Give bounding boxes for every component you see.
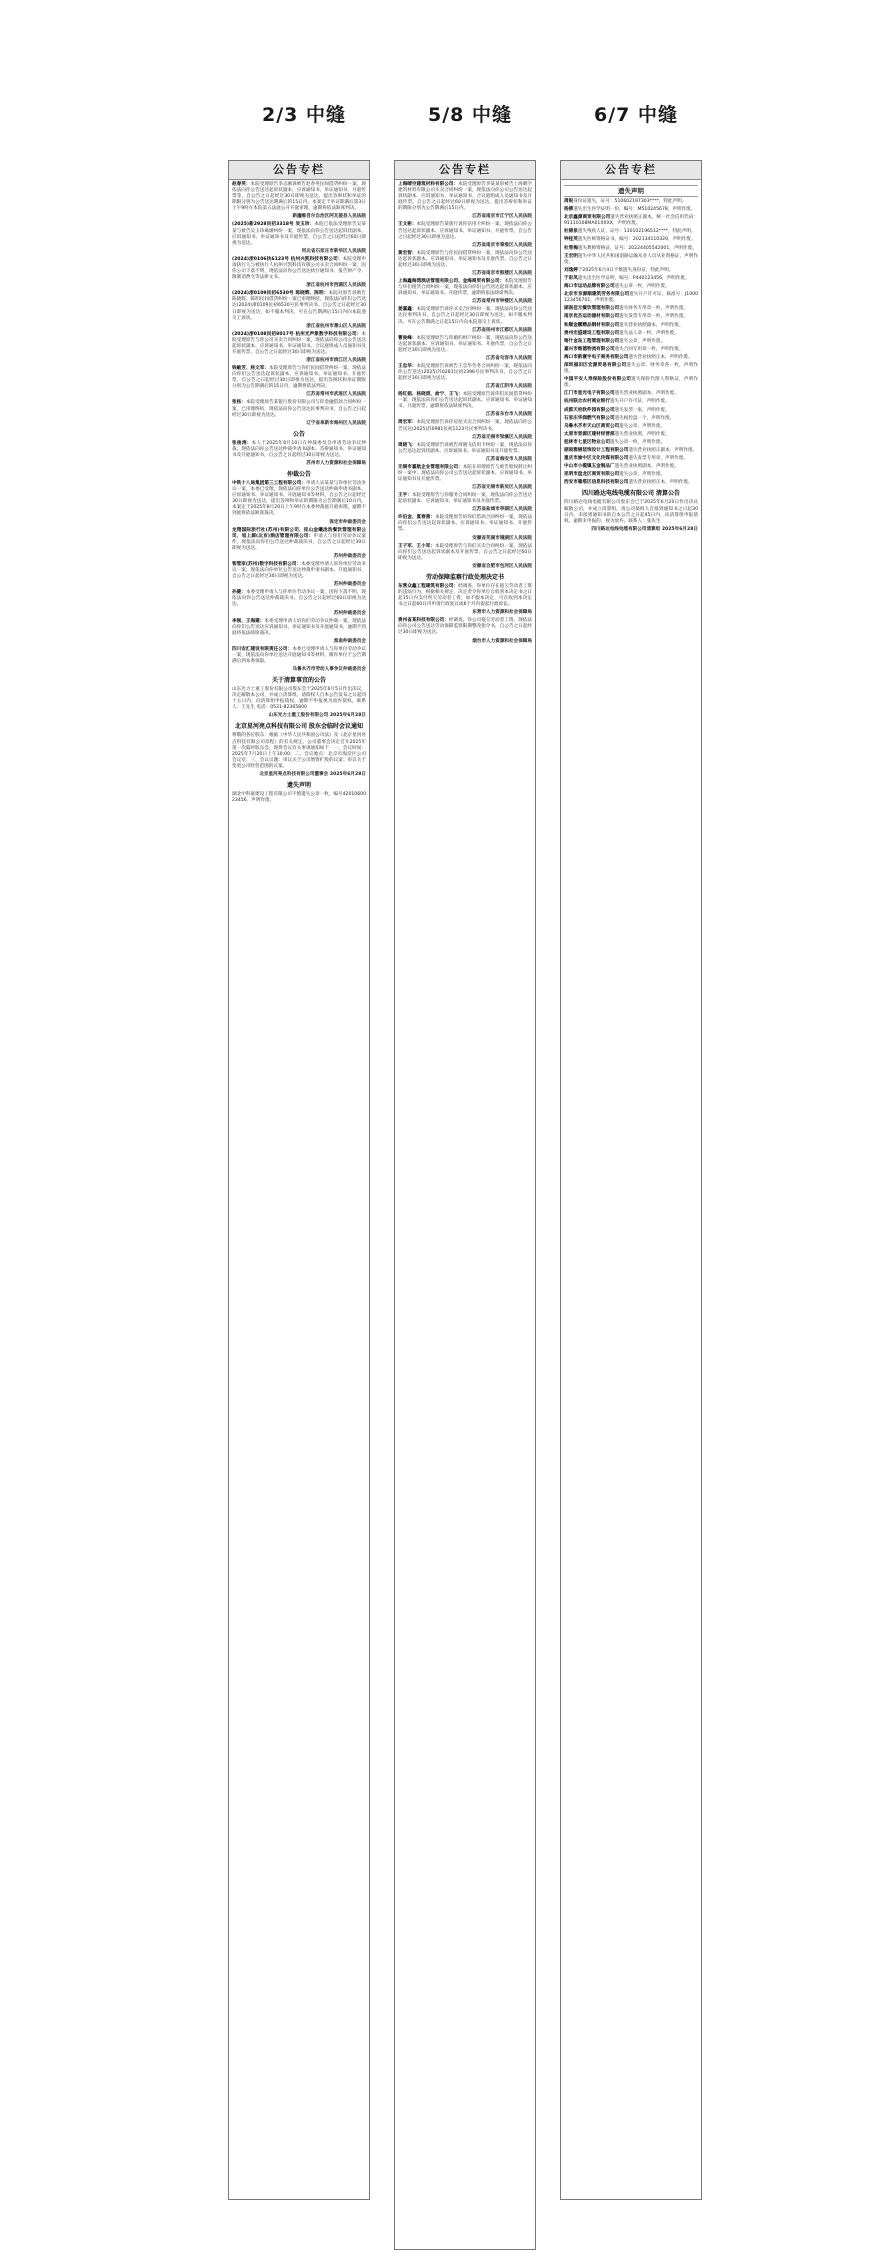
notice-addressee: 四川安汇建设有限责任公司： [232, 646, 293, 652]
section-heading: 关于清算事宜的公告 [271, 677, 326, 685]
notice-signature: 辽宁省阜新市海州区人民法院 [306, 420, 366, 426]
notice-entry [564, 199, 698, 205]
notice-entry [564, 464, 698, 470]
notice-entry [564, 237, 698, 243]
notice-signature: 江苏省海安市人民法院 [486, 456, 532, 462]
notice-signature: 浙江省杭州市萧山区人民法院 [306, 323, 366, 329]
notice-entry [564, 416, 698, 422]
notice-body: 本委受理申请人诉你单位劳动争议一案，现依法向你单位公告送达仲裁申请书副本、开庭通知书，自公告之日起经过30日即视为送达。 [232, 561, 366, 580]
notice-entry [564, 377, 698, 389]
notice-addressee: 深圳福田区宏源贸易有限公司 [564, 362, 627, 368]
notice-addressee: (2025)新2928民初3318号 吴玉珍： [232, 222, 315, 228]
notice-body: 遗失营业执照正本，声明作废。 [628, 480, 693, 486]
notice-addressee: 周宏军： [398, 420, 417, 426]
notice-addressee: 杨红娟、杨晓清、俞宁、王飞： [398, 392, 463, 398]
notice-body: 本委已受理申请人与你单位劳动争议一案，现依法向你单位送达开庭通知书等材料，限你单位于公告期满后到本委领取。 [232, 646, 366, 664]
notice-addressee: 上海鑫海湾酒店管理有限公司、金海商贸有限公司： [398, 279, 505, 285]
notice-body: 遗失公章，声明作废。 [619, 472, 666, 478]
notice-body: 四川路达电线电缆有限公司股东会已于2025年6月20日作出决议解散公司，并成立清算组。请公司债权人自接到通知书之日起30日内，未接到通知书的自本公告之日起45日内，向清算组申报债权。逾期未申报的，视为放弃。联系人：张先生 [564, 500, 698, 524]
notice-signature: 保定市仲裁委员会 [329, 519, 366, 525]
notice-entry [232, 332, 366, 356]
notice-entry [564, 306, 698, 312]
notice-entry [398, 443, 532, 455]
notice-entry [564, 331, 698, 337]
notice-entry [232, 182, 366, 212]
notice-addressee: 嘉兴市维德物流有限公司 [564, 346, 615, 352]
notice-addressee: 王子军、王小军： [398, 543, 435, 549]
notice-signature: 烟台市人力资源和社会保障局 [472, 638, 532, 644]
notice-body: 遗失营业执照副本，声明作废。 [619, 322, 684, 328]
section-heading: 仲裁公告 [286, 471, 311, 478]
notice-body: 本院对原告诉被告陈晓辉、陈明民间借贷纠纷一案已审理终结，现依法向你们公告送达(2024)浙0109民初6530号民事判决书。自公告之日起经过30日即视为送达，如不服本判决，可在公告期满后15日内向本院递交上诉状。 [232, 291, 366, 321]
notice-entry [232, 687, 366, 711]
notice-entry [564, 448, 698, 454]
notice-body: 于2025年6月4日不慎遗失身份证，特此声明。 [577, 267, 674, 273]
column-header: 公告专栏 [395, 161, 535, 180]
notice-signature: 江苏省东台市人民法院 [486, 412, 532, 418]
notice-signature: 新疆维吾尔自治区阿瓦提县人民法院 [292, 214, 366, 220]
notice-addressee: 周晓飞： [398, 442, 417, 448]
notice-entry [564, 268, 698, 274]
notice-body: 本院受理原告某银行股份有限公司与你金融借款合同纠纷一案，已审理终结，现依法向你公告送达民事判决书，自公告之日起经过30日即视为送达。 [232, 400, 366, 418]
notice-addressee: 重庆市渝中区文化传媒有限公司 [564, 456, 629, 462]
notice-entry [232, 481, 366, 518]
column-header: 公告专栏 [561, 161, 701, 180]
notice-body: 本院受理原告某银行诉你信用卡纠纷一案，现依法向你公告送达起诉状副本、应诉通知书、举证通知书、开庭传票，自公告之日起经过30日即视为送达。 [398, 222, 532, 240]
notice-addressee: 智管家(苏州)数字科技有限公司： [232, 561, 302, 567]
notice-addressee: 姜嘉鑫： [398, 307, 417, 313]
notice-addressee: 喀什金岛工程管理有限公司 [564, 338, 620, 344]
notice-entry [564, 399, 698, 405]
notice-body: 山东光力士重工股份有限公司股东会于2025年6月5日作出决议，决定解散本公司，并成立清算组。请债权人自本公告发布之日起四十五日内，向清算组申报债权，逾期不申报视为放弃债权。联系人：王先生 电话：0531-82365800 [232, 687, 366, 711]
notice-signature: 江苏省无锡市梁溪区人民法院 [472, 434, 532, 440]
notice-body: 本院受理原告诉被告周晓飞信用卡纠纷一案，现依法向你公告送达起诉状副本、应诉通知书、举证通知书及开庭传票。 [398, 442, 532, 454]
notice-addressee: 石家庄华润燃气有限公司 [564, 415, 615, 421]
notice-signature: 安徽省合肥市包河区人民法院 [472, 563, 532, 569]
notice-body: 遗失发票专用章，声明作废。 [628, 456, 689, 462]
notice-entry [564, 323, 698, 329]
notice-entry [564, 284, 698, 290]
column-body [561, 180, 701, 533]
notice-entry [398, 584, 532, 608]
notice-addressee: 黄宏智： [398, 250, 417, 256]
notice-addressee: 北京市京源顺建筑劳务有限公司 [564, 292, 630, 298]
notice-entry [564, 424, 698, 430]
notice-entry [564, 500, 698, 524]
notice-body: 遗失营业执照正本，声明作废。 [628, 354, 693, 360]
notice-signature: 江苏省南京市秦淮区人民法院 [472, 242, 532, 248]
notice-addressee: 江门市星光电子有限公司 [564, 391, 615, 397]
notice-body: 遗失公章，声明作废。 [619, 338, 666, 344]
notice-body: 本院受理原告诉你们借款合同纠纷一案，现依法向你们公告送达起诉状副本、应诉通知书、举证通知书、开庭传票。 [398, 515, 532, 533]
notice-signature: 淮南仲裁委员会 [333, 638, 366, 644]
section-heading: 遗失声明 [286, 782, 311, 789]
column-body [395, 180, 535, 645]
notice-addressee: 桂林市七星区物业公司 [564, 439, 610, 445]
notice-body: 遗失营业执照副本，声明作废。 [614, 391, 679, 397]
notice-body: 本院受理申请执行人与被执行人杭州兴凯科技有限公司买卖合同纠纷一案，因你公司下落不明，现依法向你公告送达执行通知书、报告财产令、限制消费令等法律文书。 [232, 256, 366, 281]
notice-body: 遗失开户许可证，核准号：J1000123456701，声明作废。 [564, 292, 698, 304]
notice-body: 本院受理原告诉你房屋买卖合同纠纷一案，现依法向你公告送达(2025)苏0981民初1123号民事判决书。 [398, 420, 532, 432]
notice-entry [398, 251, 532, 269]
notice-entry [564, 363, 698, 375]
notice-signature: 乌鲁木齐市劳动人事争议仲裁委员会 [292, 667, 366, 673]
notice-body: 遗失营业执照正副本，统一社会信用代码：91110108MA01XXXX，声明作废。 [564, 215, 698, 227]
notice-addressee: 杨柳 [564, 207, 574, 213]
notice-addressee: 湖南佳元餐饮管理有限公司 [564, 306, 620, 312]
notice-body: 遗失中华人民共和国道路运输从业人员从业资格证，声明作废。 [564, 253, 698, 265]
notice-addressee: 中铁十八局集团第三工程有限公司： [232, 481, 306, 486]
notice-signature: 苏州仲裁委员会 [333, 610, 366, 616]
notice-body: 遗失公章一枚，声明作废。 [614, 284, 670, 290]
notice-signature: 江苏省无锡市新吴区人民法院 [472, 485, 532, 491]
notice-entry [398, 336, 532, 354]
notice-entry [398, 515, 532, 533]
notice-entry [398, 364, 532, 382]
notice-addressee: 上海晴空建筑材料有限公司： [398, 182, 459, 187]
notice-body: 遗失营业执照副本，声明作废。 [614, 464, 679, 470]
notice-addressee: 刘逸婷 [564, 267, 578, 273]
notice-body: 遗失营业执照，声明作废。 [614, 431, 670, 437]
notice-entry [398, 222, 532, 240]
notice-addressee: 北京鑫源商贸有限公司 [564, 215, 611, 221]
notice-entry [232, 792, 366, 804]
notice-entry [564, 408, 698, 414]
notice-entry [232, 590, 366, 608]
notice-signature: 苏州市人力资源和社会保障局 [306, 461, 366, 466]
notice-addressee: 杜锦泉 [564, 229, 578, 235]
notice-body: 身份证遗失，证号：510602197303****，特此声明。 [573, 199, 687, 204]
notice-entry [564, 314, 698, 320]
gutter-title-2-3: 2/3 中缝 [262, 104, 346, 126]
notice-entry [564, 391, 698, 397]
notice-entry [232, 400, 366, 418]
notice-entry [232, 647, 366, 665]
notice-column-middle [394, 160, 536, 2250]
notice-entry [398, 465, 532, 483]
notice-signature: 江苏省常州市钟楼区人民法院 [472, 299, 532, 305]
notice-signature: 江苏省江阴市人民法院 [486, 384, 532, 390]
notice-body: 本委受理申请人与你单位劳动争议一案，因你下落不明，现依法向你公告送达仲裁裁决书。自公告之日起经过60日即视为送达。 [232, 590, 366, 608]
notice-addressee: 太原市晋源区建材经营部 [564, 431, 615, 437]
notice-signature: 江苏省常州市武进区人民法院 [306, 392, 366, 398]
notice-body: 遗失保险代理人资格证，声明作废。 [564, 377, 698, 389]
notice-body: 经调查，你单位存在拖欠劳动者工资的违法行为，根据相关规定，决定责令你单位自收到本决定书之日起15日内支付所欠劳动者工资。如不服本决定，可在收到本决定书之日起60日内申请行政复议或6个月内提起行政诉讼。 [398, 583, 532, 608]
notice-body: 本人于2025年6月10日在仲裁委员会申请劳动争议仲裁，现依法向你公告送达仲裁申请书副本、答辩通知书、举证通知书及开庭通知书，自公告之日起经过30日即视为送达。 [232, 440, 366, 458]
notice-addressee: 张俊涛： [232, 440, 252, 446]
notice-entry [398, 182, 532, 212]
notice-addressee: 王文彬： [398, 222, 417, 228]
notice-signature: 江苏省南京市江宁区人民法院 [472, 214, 532, 220]
notice-addressee: 张杨： [232, 400, 246, 406]
notice-addressee: 许伯金、夏春燕： [398, 515, 435, 521]
notice-body: 本院已依法受理原告吴某某与被告吴玉珍离婚纠纷一案，现依法向你公告送达起诉状副本、应诉通知书、举证通知书及开庭传票，自公告之日起经过60日即视为送达。 [232, 222, 366, 246]
notice-entry [232, 528, 366, 552]
notice-addressee: 王忠华： [398, 363, 417, 369]
notice-entry [564, 276, 698, 282]
section-heading: 北京星河亮点科技有限公司 股东会临时会议通知 [234, 723, 364, 731]
notice-entry [232, 441, 366, 459]
notice-addressee: 中国平安人寿保险股份有限公司 [564, 377, 632, 383]
notice-body: 遗失发票一张，声明作废。 [614, 407, 670, 413]
column-body [229, 180, 369, 804]
notice-signature: 山东光力士重工股份有限公司 2025年6月28日 [268, 713, 366, 719]
notice-addressee: 杭州联合农村商业银行 [564, 399, 610, 405]
notice-body: 遗失残疾人证，证号：130102196512****，特此声明。 [577, 229, 696, 235]
notice-addressee: 南京优杰运动器材有限公司 [564, 314, 620, 320]
notice-entry [564, 440, 698, 446]
notice-addressee: 王宇： [398, 493, 412, 499]
notice-body: 本院在审理原告与被告股权转让纠纷一案中，现依法向你公司公告送达起诉状副本、应诉通知书、举证通知书及开庭传票。 [398, 464, 532, 482]
notice-addressee: 曹俊峰： [398, 335, 417, 341]
notice-entry [564, 254, 698, 266]
notice-entry [398, 493, 532, 505]
notice-addressee: 于彩凤 [564, 275, 578, 281]
notice-body: 尊敬的各位股东：根据《中华人民共和国公司法》及《北京星河亮点科技有限公司章程》的有关规定，公司董事会决定召开2025年第一次临时股东会，现将会议有关事项通知如下：一、会议时间：2025年7月20日上午10:00；二、会议地点：北京市海淀区公司会议室；三、会议议题：审议关于公司增资扩股的议案；审议关于变更公司经营范围的议案。 [232, 733, 366, 769]
notice-addressee: 海口市新寰宇电子商务有限公司 [564, 354, 629, 360]
notice-addressee: 钱敏芳、杨文军： [232, 366, 269, 372]
notice-body: 经调查，你公司拖欠劳动者工资，现依法向你公司公告送达劳动保障监察限期整改指令书，自公告之日起经过30日即视为送达。 [398, 618, 532, 636]
notice-entry [564, 432, 698, 438]
notice-addressee: 孙健： [232, 590, 246, 596]
notice-body: 申请人宋某某与你单位劳动争议一案，本委已受理，现依法向你单位公告送达仲裁申请书副本、应诉通知书、举证通知书、开庭通知书等材料，自公告之日起经过30日即视为送达，提出答辩和举证的期限为公告期满后10日内。本案定于2025年8月20日上午9时在本委仲裁庭开庭审理，逾期不到庭将依法缺席裁决。 [232, 481, 366, 517]
notice-addressee: 杜雪梅 [564, 245, 578, 251]
subsection-heading: 遗失声明 [564, 185, 698, 197]
notice-signature: 浙江省杭州市滨江区人民法院 [306, 358, 366, 364]
notice-addressee: (2024)浙0106执6123号 杭州兴凯科技有限公司： [232, 256, 343, 262]
notice-body: 遗失公章，声明作废。 [619, 423, 666, 429]
notice-body: 遗失出生医学证明，编号：P440123456，声明作废。 [577, 275, 690, 281]
notice-entry [232, 366, 366, 390]
notice-entry [232, 257, 366, 281]
notice-addressee: 贵州宏盛建设工程有限公司 [564, 330, 620, 336]
notice-entry [398, 392, 532, 410]
notice-body: 本院受理原告与你们买卖合同纠纷一案，现依法向你们公告送达起诉状副本及开庭传票，自公告之日起经过60日即视为送达。 [398, 543, 532, 561]
notice-body: 本院受理原告诉你买卖合同纠纷一案，现依法向你公告送达民事判决书，自公告之日起经过30日即视为送达，如不服本判决，可在公告期满之日起15日内向本院递交上诉状。 [398, 307, 532, 325]
notice-addressee: 西安市雁塔区信息科技有限公司 [564, 480, 629, 486]
notice-entry [564, 355, 698, 361]
notice-entry [564, 292, 698, 304]
notice-entry [398, 618, 532, 636]
notice-body: 本院受理原告与你服务合同纠纷一案，现依法向你公告送达起诉状副本、应诉通知书、举证通知书及开庭传票。 [398, 493, 532, 505]
section-heading: 劳动保障监察行政处理决定书 [425, 573, 504, 581]
notice-entry [564, 347, 698, 353]
notice-body: 本院受理原告与你们租赁合同纠纷一案，现依法向你们公告送达起诉状副本、应诉通知书、举证通知书、开庭传票，逾期将依法缺席判决。 [398, 279, 532, 297]
notice-addressee: 昆明市盘龙区商贸有限公司 [564, 472, 620, 478]
notice-column-left [228, 160, 370, 2200]
notice-entry [398, 544, 532, 562]
notice-body: 遗失出生医学证明一份，编号：M510245678，声明作废。 [573, 207, 696, 213]
notice-addressee: 钟桂英 [564, 237, 578, 243]
notice-body: 遗失教师资格证，证号：20224405542001，声明作废。 [577, 245, 697, 251]
notice-entry [564, 215, 698, 227]
section-heading: 四川路达电线电缆有限公司 清算公告 [581, 490, 681, 498]
notice-body: 本院受理原告诉被告王忠华劳务合同纠纷一案，现依法向你公告送达(2025)苏0281民初2396号民事判决书，自公告之日起经过30日即视为送达。 [398, 363, 532, 382]
notice-addressee: 赵春英： [232, 182, 251, 187]
notice-column-right [560, 160, 702, 2200]
notice-addressee: 龙翔国际旅行社(苏州)有限公司、昆山金曦泷浩餐饮管理有限公司、旭上源(北京)酒店管理有限公司： [232, 527, 366, 539]
notice-entry [398, 279, 532, 297]
notice-signature: 浙江省杭州市西湖区人民法院 [306, 283, 366, 289]
notice-body: 本院受理原告李某某诉被告上海晴空建筑材料有限公司买卖合同纠纷一案，现依法向你公司公告送达起诉状副本、应诉通知书、举证通知书、合议庭组成人员通知书及开庭传票。自公告之日起经过60日即视为送达。提出答辩状和举证的期限分别为公告期满后15日内。 [398, 182, 532, 212]
notice-addressee: 贵州省某科技有限公司： [398, 618, 449, 624]
notice-signature: 江苏省扬州市江都区人民法院 [472, 327, 532, 333]
gutter-title-5-8: 5/8 中缝 [428, 104, 512, 126]
notice-body: 遗失公章一枚，声明作废。 [609, 439, 666, 445]
notice-addressee: 李刚、王海建： [232, 618, 265, 624]
notice-body: 本院受理原告与你婚约财产纠纷一案，现依法向你公告送达起诉状副本、应诉通知书、举证通知书、开庭传票，自公告之日起经过30日即视为送达。 [398, 335, 532, 353]
notice-addressee: 东营众鑫工程建筑有限公司： [398, 583, 459, 589]
notice-signature: 江苏省盐城市亭湖区人民法院 [472, 507, 532, 513]
notice-signature: 苏州仲裁委员会 [333, 553, 366, 559]
notice-entry [564, 229, 698, 235]
notice-signature: 安徽省芜湖市镜湖区人民法院 [472, 535, 532, 541]
notice-addressee: (2024)浙0108民初8017号 杭州光声象数字科技有限公司： [232, 331, 362, 337]
notice-signature: 苏州仲裁委员会 [333, 582, 366, 588]
notice-addressee: 海口市运动品牌有限公司 [564, 284, 615, 290]
gutter-title-6-7: 6/7 中缝 [594, 104, 678, 126]
notice-body: 遗失税控盘一个，声明作废。 [614, 415, 675, 421]
notice-addressee: 成都天府软件园有限公司 [564, 407, 615, 413]
notice-entry [398, 420, 532, 432]
notice-body: 遗失公章、财务章各一枚，声明作废。 [564, 362, 698, 375]
notice-body: 本院受理原告与你们民间借贷纠纷一案，现依法向你们公告送达起诉状副本、应诉通知书、举证通知书、开庭传票，自公告之日起经过30日即视为送达，提出答辩状和举证期限分别为公告期满后的15日内，逾期将依法判决。 [232, 366, 366, 390]
column-header: 公告专栏 [229, 161, 369, 180]
section-heading: 公告 [292, 430, 305, 438]
notice-entry [232, 222, 366, 246]
notice-signature: 东营市人力资源和社会保障局 [472, 610, 532, 616]
notice-body: 本委受理申请人诉你们劳动争议仲裁一案，现依法向你们公告送达应诉通知书、举证通知书及开庭通知书，逾期不到庭将依法缺席裁决。 [232, 618, 366, 636]
notice-body: 遗失法人章一枚，声明作废。 [619, 330, 679, 336]
notice-addressee: 湖南雅丽装饰设计工程有限公司 [564, 448, 629, 453]
notice-addressee: 和顺金鹏精品钢材有限公司 [564, 322, 620, 328]
notice-addressee: 乌鲁木齐市天山区商贸公司 [564, 423, 620, 429]
notice-body: 遗失合同专用章一枚，声明作废。 [614, 346, 684, 352]
notice-body: 湖北中科嘉建设工程有限公司不慎遗失公章一枚，编号4201060023456，声明作废。 [232, 792, 366, 804]
notice-signature: 江苏省句容市人民法院 [486, 355, 532, 361]
notice-signature: 河北省石家庄市新华区人民法院 [301, 248, 366, 254]
notice-body: 申请人与你们劳动争议案件，现依法向你们公告送达仲裁裁决书，自公告之日起经过30日即视为送达。 [232, 533, 366, 551]
notice-entry [564, 207, 698, 213]
notice-body: 遗失医师资格证书，编号：202134110320，声明作废。 [577, 237, 696, 243]
notice-body: 本院受理原告与你民间借贷纠纷一案，现依法向你公告送达起诉状副本、应诉通知书、举证通知书及开庭传票。自公告之日起经过30日即视为送达。 [398, 250, 532, 268]
notice-body: 本院受理原告与你公司买卖合同纠纷一案，现依法向你公司公告送达起诉状副本、应诉通知书、举证通知书、合议庭组成人员通知书及开庭传票，自公告之日起经过30日即视为送达。 [232, 331, 366, 355]
notice-addressee: (2024)浙0109民初6530号 陈晓辉、陈明： [232, 291, 329, 297]
notice-body: 本院受理原告李志刚诉被告赵春英民间借贷纠纷一案，现依法向你公告送达起诉状副本、应诉通知书、举证通知书、开庭传票等。自公告之日起经过30日即视为送达。提出答辩状和举证的期限分别为公告送达期满后的15日内。本案定于举证期满后第3日上午9时在本院第五法庭公开开庭审理，逾期将依法缺席判决。 [232, 182, 366, 212]
notice-body: 本院受理原告诉你们民间借贷纠纷一案，现依法向你们公告送达起诉状副本、应诉通知书、举证通知书、开庭传票，逾期将依法缺席判决。 [398, 392, 532, 410]
notice-body: 遗失营业执照正副本，声明作废。 [628, 448, 698, 453]
notice-signature: 江苏省南京市鼓楼区人民法院 [472, 271, 532, 277]
notice-addressee: 周锐 [564, 199, 574, 204]
notice-addressee: 无锡市嘉航企业管理有限公司： [398, 464, 463, 470]
notice-entry [232, 562, 366, 580]
notice-entry [232, 291, 366, 321]
notice-entry [564, 246, 698, 252]
notice-entry [398, 307, 532, 325]
notice-signature: 四川路达电线电缆有限公司清算组 2025年6月28日 [591, 526, 698, 532]
notice-body: 遗失财务专用章一枚，声明作废。 [619, 306, 689, 312]
notice-addressee: 中山市小榄镇五金制品厂 [564, 464, 615, 470]
notice-entry [564, 456, 698, 462]
notice-body: 遗失发票专用章一枚，声明作废。 [619, 314, 689, 320]
notice-addressee: 王宏明 [564, 253, 578, 259]
notice-entry [232, 619, 366, 637]
notice-signature: 北京星河亮点科技有限公司董事会 2025年6月28日 [259, 772, 366, 777]
notice-entry [564, 339, 698, 345]
notice-body: 遗失开户许可证，声明作废。 [609, 399, 670, 405]
notice-entry [232, 733, 366, 770]
notice-entry [564, 472, 698, 478]
notice-entry [564, 480, 698, 486]
